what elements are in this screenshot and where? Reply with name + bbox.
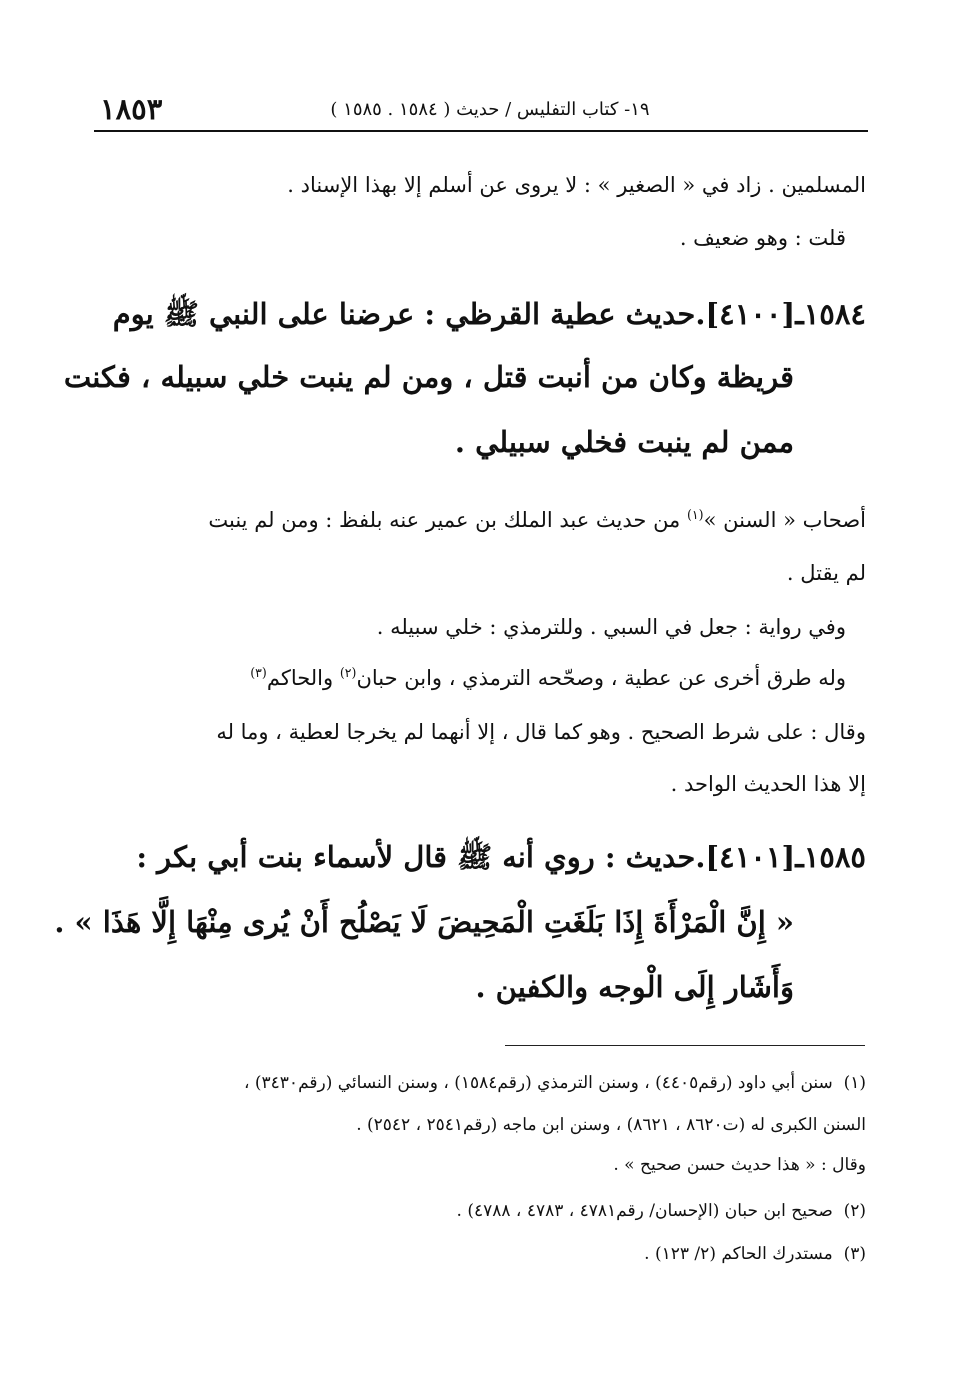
commentary-text: أصحاب « السنن » — [703, 508, 866, 532]
footnote-number: (١) — [843, 1073, 866, 1093]
footnote-3 — [644, 1244, 866, 1264]
footnote-text: سنن أبي داود (رقم٤٤٠٥) ، وسنن الترمذي (رقم١٥٨٤) ، وسنن النسائي (رقم٣٤٣٠) ، — [244, 1073, 833, 1093]
commentary-line-2: لم يقتل . — [786, 561, 866, 585]
footnote-2 — [457, 1201, 866, 1221]
intro-line-1: المسلمين . زاد في « الصغير » : لا يروى عن أسلم إلا بهذا الإسناد . — [287, 173, 866, 197]
intro-line-2: قلت : وهو ضعيف . — [679, 226, 846, 250]
hadith-number: ١٥٨٥ـ[٤١٠١]. — [695, 840, 866, 874]
commentary-line-5: وقال : على شرط الصحيح . وهو كما قال ، إلا أنهما لم يخرجا لعطية ، وما له — [216, 720, 866, 744]
commentary-line-6: إلا هذا الحديث الواحد . — [670, 772, 866, 796]
hadith-1585-line-2: « إِنَّ الْمَرْأَةَ إِذَا بَلَغَتِ الْمَحِيضَ لَا يَصْلُح أَنْ يُرى مِنْهَا إِلَّا هَذَا » . — [54, 905, 794, 939]
hadith-1584-line-3: ممن لم ينبت فخلي سبيلي . — [454, 425, 794, 459]
hadith-text: حديث : روي أنه ﷺ قال لأسماء بنت أبي بكر : — [136, 840, 696, 874]
hadith-1585-line-1 — [136, 840, 866, 882]
footnote-ref-3[interactable]: (٣) — [250, 665, 267, 680]
hadith-1584-line-1 — [90, 297, 866, 339]
footnote-text: صحيح ابن حبان (الإحسان/ رقم٤٧٨١ ، ٤٧٨٣ ، ٤٧٨٨) . — [456, 1201, 833, 1221]
commentary-text: من حديث عبد الملك بن عمير عنه بلفظ : ومن لم ينبت — [208, 508, 687, 532]
commentary-line-4 — [250, 666, 846, 690]
footnote-number: (٢) — [843, 1201, 866, 1221]
footnote-number: (٣) — [843, 1244, 866, 1264]
header-divider — [94, 130, 868, 132]
footnote-text: مستدرك الحاكم (٢/ ١٢٣) . — [644, 1244, 833, 1264]
commentary-text: والحاكم — [266, 666, 340, 690]
hadith-text: حديث عطية القرظي : عرضنا على النبي ﷺ يوم — [112, 297, 696, 331]
hadith-number: ١٥٨٤ـ[٤١٠٠]. — [695, 297, 866, 331]
footnote-1-line-2: السنن الكبرى له (ت٨٦٢٠ ، ٨٦٢١) ، وسنن ابن ماجه (رقم٢٥٤١ ، ٢٥٤٢) . — [356, 1115, 866, 1135]
footnote-1-line-1 — [244, 1073, 866, 1093]
page-number: ١٨٥٣ — [100, 92, 163, 126]
footnote-1-line-3: وقال : « هذا حديث حسن صحيح » . — [613, 1155, 866, 1175]
hadith-1585-line-3: وَأَشَار إِلَى الْوجه والكفين . — [475, 970, 794, 1004]
running-title: ١٩- كتاب التفليس / حديث ( ١٥٨٤ . ١٥٨٥ ) — [330, 99, 650, 120]
commentary-line-3: وفي رواية : جعل في السبي . وللترمذي : خلي سبيله . — [376, 615, 846, 639]
commentary-text: وله طرق أخرى عن عطية ، وصحّحه الترمذي ، وابن حبان — [356, 666, 846, 690]
commentary-line-1 — [208, 508, 866, 532]
footnote-ref-2[interactable]: (٢) — [339, 665, 357, 680]
footnote-ref-1[interactable]: (١) — [686, 507, 704, 522]
footnote-divider — [505, 1045, 865, 1046]
hadith-1584-line-2: قريظة وكان من أنبت قتل ، ومن لم ينبت خلي سبيله ، فكنت — [63, 360, 794, 394]
